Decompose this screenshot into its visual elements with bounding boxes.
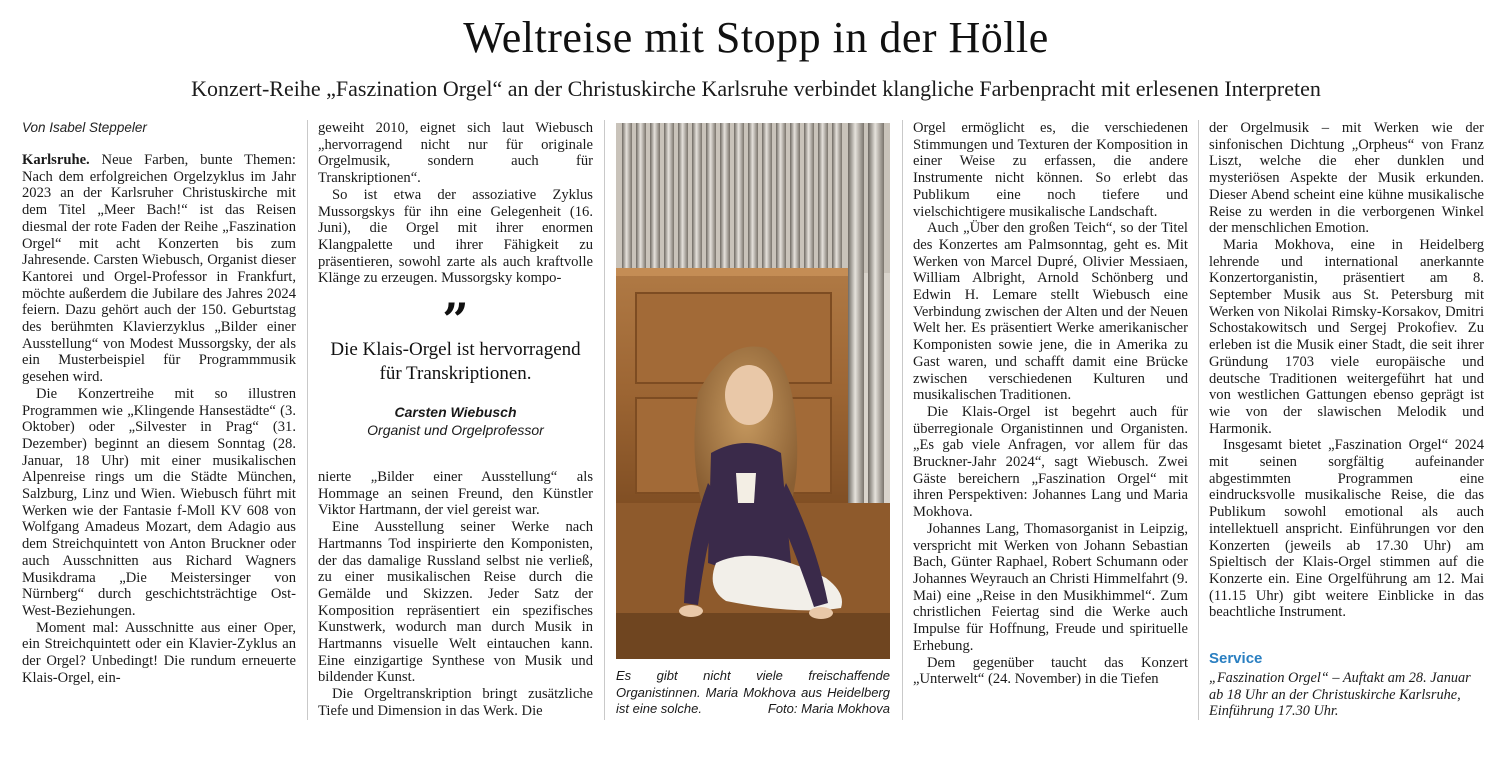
quote-text: Die Klais-Orgel ist hervorragend für Transkriptionen. [330, 339, 581, 384]
paragraph: Johannes Lang, Thomasorganist in Leipzig, verspricht mit Werken von Johann Sebastian Bach, Günter Raphael, Robert Schumann oder Johannes Weyrauch an Christi Himmelfahrt (9. Mai) eine „Reise in den Musikhimmel“. Zum christlichen Feiertag sind die Werke auch Impulse für Hoffnung, Freude und spirituelle Erhebung. [913, 520, 1188, 654]
column-divider [1198, 120, 1199, 720]
paragraph: Orgel ermöglicht es, die verschiedenen Stimmungen und Texturen der Komposition in einer Weise zu erfassen, die andere Instrumente nicht können. So erlebt das Publikum eine noch tiefere und vielschichtigere musikalische Landschaft. [913, 120, 1188, 220]
text-column-2-top [318, 120, 593, 287]
caption-text: Es gibt nicht viele freischaffende Organistinnen. Maria Mokhova aus Heidelberg ist eine solche. [616, 668, 890, 716]
paragraph: Die Konzertreihe mit so illustren Programmen wie „Klingende Hansestädte“ (3. Oktober) oder „Silvester in Prag“ (31. Dezember) beginnt an diesem Sonntag (28. Januar, 18 Uhr) mit einer musikalischen Alpenreise rings um die Städte München, Salzburg, Linz und Wien. Wiebusch führt mit Werken wie der Fantasie f-Moll KV 608 von Wolfgang Amadeus Mozart, dem Adagio aus dem Streichquintett von Anton Bruckner oder auch Ausschnitten aus Richard Wagners Musikdrama „Die Meistersinger von Nürnberg“ durch geschichtsträchtige Ost-West-Beziehungen. [22, 385, 296, 619]
service-info: „Faszination Orgel“ – Auftakt am 28. Januar ab 18 Uhr an der Christuskirche Karlsruhe, Einführung 17.30 Uhr. [1209, 670, 1471, 720]
quote-author: Carsten Wiebusch [394, 404, 517, 420]
column-divider [902, 120, 903, 720]
pull-quote [318, 293, 593, 438]
text-column-2-bottom [318, 469, 593, 720]
paragraph: Die Orgeltranskription bringt zusätzliche Tiefe und Dimension in das Werk. Die [318, 686, 593, 719]
dateline: Karlsruhe. [22, 152, 90, 168]
paragraph: geweiht 2010, eignet sich laut Wiebusch „hervorragend nicht nur für originale Orgelmusik, sondern auch für Transkriptionen“. [318, 120, 593, 187]
paragraph: Moment mal: Ausschnitte aus einer Oper, ein Streichquintett oder ein Klavier-Zyklus an der Orgel? Unbedingt! Die rundum erneuerte Klais-Orgel, ein- [22, 619, 296, 686]
paragraph: Insgesamt bietet „Faszination Orgel“ 2024 mit seinen sorgfältig aufeinander abgestimmten Programmen eine eindrucksvolle musikalische Reise, die das Publikum sowohl emotional als auch intellektuell anspricht. Einführungen vor den Konzerten (jeweils ab 17.30 Uhr) am Spieltisch der Klais-Orgel stimmen auf die Konzerte ein. Eine Orgelführung am 12. Mai (11.15 Uhr) gibt weitere Einblicke in das beachtliche Instrument. [1209, 437, 1484, 621]
paragraph: nierte „Bilder einer Ausstellung“ als Hommage an seinen Freund, den Künstler Viktor Hartmann, der viel gereist war. [318, 469, 593, 519]
column-divider [307, 120, 308, 720]
paragraph: So ist etwa der assoziative Zyklus Mussorgskys für ihn eine Gelegenheit (16. Juni), die Orgel mit ihrer enormen Klangpalette und ihrer Fähigkeit zu präsentieren, sowohl zarte als auch kraftvolle Klänge zu erzeugen. Mussorgsky kompo- [318, 186, 593, 287]
photo-illustration [616, 123, 890, 659]
paragraph [22, 152, 296, 386]
paragraph: der Orgelmusik – mit Werken wie der sinfonischen Dichtung „Orpheus“ von Franz Liszt, welche die eher dunklen und mysteriösen Aspekte der Musik erkunden. Dieser Abend scheint eine kühne musikalische Reise zu werden in die verborgenen Winkel der menschlichen Emotion. [1209, 120, 1484, 237]
photo-caption [616, 668, 890, 718]
paragraph-text: Neue Farben, bunte Themen: Nach dem erfolgreichen Orgelzyklus im Jahr 2023 an der Karlsruher Christuskirche mit dem Titel „Meer Bach!“ ist das Reisen diesmal der rote Faden der Reihe „Faszination Orgel“ mit acht Konzerten bis zum Jahresende. Carsten Wiebusch, Organist dieser Kantorei und Orgel-Professor in Frankfurt, möchte außerdem die Jubilare des Jahres 2024 feiern. Dazu gehört auch der 150. Geburtstag des berühmten Klavierzyklus „Bilder einer Ausstellung“ von Modest Mussorgsky, der als ein Musterbeispiel für Programmmusik gesehen wird. [22, 152, 296, 386]
text-column-5 [1209, 120, 1484, 621]
photo-credit: Foto: Maria Mokhova [767, 701, 890, 716]
paragraph: Eine Ausstellung seiner Werke nach Hartmanns Tod inspirierte den Komponisten, der das damalige Russland selbst nie verließ, zu einer musikalischen Reise durch die Gemälde und Skizzen. Jeder Satz der Komposition repräsentiert ein spezifisches Kunstwerk, wodurch man durch Musik in Hartmanns visuelle Welt eintauchen kann. Eine einzigartige Synthese von Musik und bildender Kunst. [318, 519, 593, 686]
article-subheadline: Konzert-Reihe „Faszination Orgel“ an der Christuskirche Karlsruhe verbindet klangliche Farbenpracht mit erlesenen Interpreten [191, 76, 1321, 101]
quote-author-role: Organist und Orgelprofessor [367, 422, 544, 438]
byline: Von Isabel Steppeler [22, 120, 147, 135]
paragraph: Auch „Über den großen Teich“, so der Titel des Konzertes am Palmsonntag, geht es. Mit Werken von Marcel Dupré, Olivier Messiaen, William Albright, Arnold Schönberg und Edwin H. Lemare stellt Wiebusch eine Verbindung zwischen der Alten und der Neuen Welt her. Es präsentiert Werke amerikanischer Komponisten sowie jene, die in Amerika zu Gast waren, und schafft damit eine Brücke zwischen verschiedenen Kulturen und musikalischen Traditionen. [913, 220, 1188, 404]
service-heading: Service [1209, 650, 1263, 667]
text-column-1 [22, 152, 296, 687]
paragraph: Die Klais-Orgel ist begehrt auch für überregionale Organistinnen und Organisten. „Es gab viele Anfragen, vor allem für das Bruckner-Jahr 2024“, sagt Wiebusch. Zwei Gäste bereichern „Faszination Orgel“ mit ihren Perspektiven: Johannes Lang und Maria Mokhova. [913, 403, 1188, 521]
paragraph: Maria Mokhova, eine in Heidelberg lehrende und international anerkannte Konzertorganistin, präsentiert am 8. September Musik aus St. Petersburg mit Werken von Nikolai Rimsky-Korsakov, Dmitri Schostakowitsch und Sergej Prokofiev. Zu erleben ist die Musik einer Stadt, die seit ihrer Gründung 1703 viele europäische und deutsche Traditionen weitergeführt hat und von westlichen Gattungen ebenso geprägt ist wie von der slawischen Melodik und Harmonik. [1209, 236, 1484, 437]
text-column-4 [913, 120, 1188, 688]
quote-mark-icon: ” [442, 293, 469, 347]
article-headline: Weltreise mit Stopp in der Hölle [463, 13, 1049, 62]
paragraph: Dem gegenüber taucht das Konzert „Unterwelt“ (24. November) in die Tiefen [913, 654, 1188, 688]
organist-photo [616, 123, 890, 659]
column-divider [604, 120, 605, 720]
